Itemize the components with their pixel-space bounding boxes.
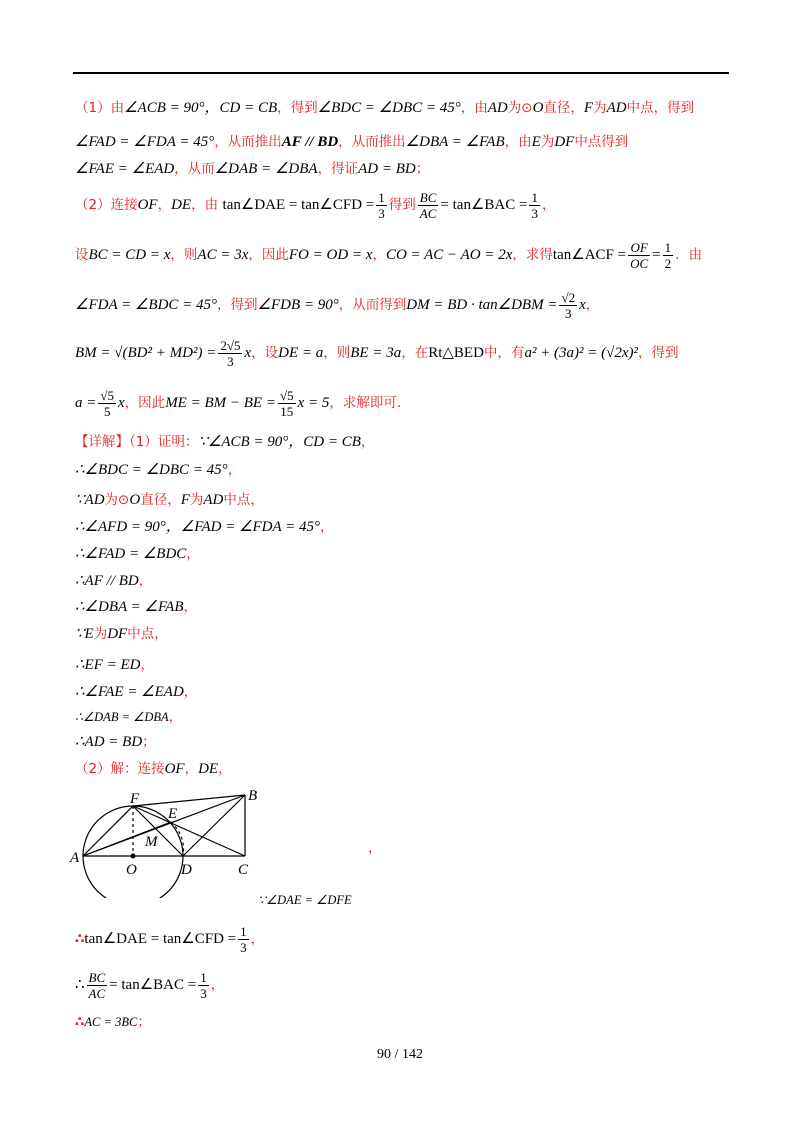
detail-line-13: （2）解：连接OF，DE， [75,761,232,777]
detail-line-11: ∴∠DAB = ∠DBA， [75,709,183,725]
fraction: $\frac{BC}{AC}$ [88,969,106,1001]
detail-line-8: ∵E为DF中点， [75,626,168,642]
segment-af [83,806,133,856]
fraction: $\frac{OF}{OC}$ [630,239,649,271]
fraction: $\frac{2√5}{3}$ [220,337,241,369]
label-d: D [181,862,192,878]
segment-fb [133,795,245,806]
analysis-line-5: 设BC = CD = x，则AC = 3x，因此FO = OD = x，CO = AC − AO = 2x，求得tan∠ACF = $\frac{OF}{OC}$ = $\frac{1}{2}$ ．由 [75,239,703,271]
fraction: $\frac{1}{3}$ [240,923,247,955]
label-c: C [238,862,249,878]
point-o [131,854,136,859]
label-e: E [168,806,178,822]
analysis-line-8: a = $\frac{√5}{5}$ x，因此ME = BM − BE = $\frac{√5}{15}$ x = 5，求解即可. [75,387,402,419]
label-f: F [130,791,140,807]
geometry-figure [68,788,368,898]
detail-line-14: ∵∠DAE = ∠DFE [258,893,352,907]
label-m: M [145,834,158,850]
detail-line-12: ∴AD = BD； [75,734,156,750]
fraction: $\frac{1}{3}$ [200,969,207,1001]
detail-line-10: ∴∠FAE = ∠EAD， [75,684,198,700]
analysis-line-2: ∠FAD = ∠FDA = 45°，从而推出AF // BD，从而推出∠DBA = ∠FAB，由E为DF中点得到 [75,134,629,150]
detail-line-4: ∴∠AFD = 90°，∠FAD = ∠FDA = 45°， [75,519,334,535]
fraction: $\frac{BC}{AC}$ [419,189,437,221]
fraction: $\frac{√5}{15}$ [279,387,294,419]
label-a: A [70,850,80,866]
label-o: O [126,862,137,878]
figure-comma: ， [368,840,382,856]
header-rule [73,72,729,74]
fraction: $\frac{√2}{3}$ [561,289,576,321]
fraction: $\frac{√5}{5}$ [100,387,115,419]
analysis-line-6: ∠FDA = ∠BDC = 45°，得到∠FDB = 90°，从而得到DM = BD · tan∠DBM = $\frac{√2}{3}$ x， [75,289,600,321]
detail-line-2: ∴∠BDC = ∠DBC = 45°， [75,462,242,478]
analysis-line-1: （1）由∠ACB = 90°，CD = CB，得到∠BDC = ∠DBC = 45°，由AD为⊙O直径，F为AD中点，得到 [75,100,695,116]
detail-line-6: ∴AF // BD， [75,573,153,589]
analysis-line-3: ∠FAE = ∠EAD，从而∠DAB = ∠DBA，得证AD = BD； [75,161,430,177]
detail-line-17: ∴AC = 3BC； [75,1014,151,1030]
analysis-line-7: BM = √(BD² + MD²) = $\frac{2√5}{3}$ x，设DE = a，则BE = 3a，在Rt△BED中，有a² + (3a)² = (√2x)²，得到 [75,337,679,369]
detail-line-15: ∴tan∠DAE = tan∠CFD = $\frac{1}{3}$ ， [75,923,265,955]
detail-line-9: ∴EF = ED， [75,657,154,673]
detail-line-7: ∴∠DBA = ∠FAB， [75,599,198,615]
segment-bd [183,795,245,856]
analysis-line-4: （2）连接OF，DE，由 tan∠DAE = tan∠CFD = $\frac{1}{3}$ 得到 $\frac{BC}{AC}$ = tan∠BAC = $\frac{1}{3}$ ， [75,189,556,221]
detail-line-5: ∴∠FAD = ∠BDC， [75,546,200,562]
fraction: $\frac{1}{2}$ [664,239,672,271]
label-b: B [248,788,258,804]
page-number: 90 / 142 [377,1047,423,1062]
detail-line-3: ∵AD为⊙O直径，F为AD中点， [75,492,264,508]
segment-ae [83,822,171,856]
detail-line-1: 【详解】（1）证明：∵∠ACB = 90°，CD = CB， [75,434,375,450]
detail-line-16: ∴ $\frac{BC}{AC}$ = tan∠BAC = $\frac{1}{3}$ ， [75,969,225,1001]
fraction: $\frac{1}{3}$ [378,189,385,221]
fraction: $\frac{1}{3}$ [531,189,538,221]
